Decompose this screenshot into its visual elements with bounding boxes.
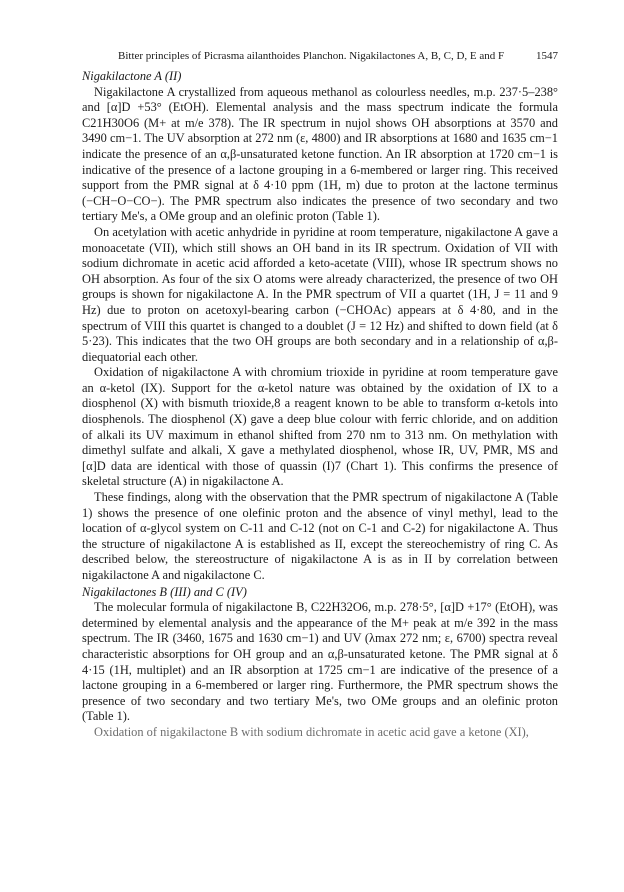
paragraph: On acetylation with acetic anhydride in pyridine at room temperature, nigakilactone A gave a monoacetate (VII), which still shows an OH band in its IR spectrum. Oxidation of VII with sodium dichromate in acetic acid afforded a keto-acetate (VIII), whose IR spectrum shows no OH absorption. As four of the six O atoms were already characterized, the presence of two OH groups is shown for nigakilactone A. In the PMR spectrum of VII a quartet (1H, J = 11 and 9 Hz) due to proton on acetoxyl-bearing carbon (−CHOAc) appears at δ 4·80, and in the spectrum of VIII this quartet is changed to a doublet (J = 12 Hz) and shifted to down field (at δ 5·23). This indicates that the two OH groups are both secondary and in a relationship of α,β-diequatorial each other.	[82, 224, 558, 364]
running-header	[118, 49, 558, 63]
section-heading: Nigakilactones B (III) and C (IV)	[82, 584, 247, 599]
paragraph: Oxidation of nigakilactone B with sodium dichromate in acetic acid gave a ketone (XI),	[94, 724, 529, 739]
paragraph: These findings, along with the observation that the PMR spectrum of nigakilactone A (Table 1) shows the presence of one olefinic proton and the absence of vinyl methyl, lead to the location of α-glycol system on C-11 and C-12 (not on C-1 and C-2) for nigakilactone A. Thus the structure of nigakilactone A is established as II, except the stereochemistry of ring C. As described below, the stereostructure of nigakilactone A is as in II by correlation between nigakilactone A and nigakilactone C.	[82, 490, 558, 582]
article-body	[82, 68, 558, 741]
paragraph: Oxidation of nigakilactone A with chromium trioxide in pyridine at room temperature gave an α-ketol (IX). Support for the α-ketol nature was obtained by the oxidation of IX to a diosphenol (X) with bismuth trioxide,8 a reagent known to be able to transform α-ketols into diosphenols. The diosphenol (X) gave a deep blue colour with ferric chloride, and on addition of alkali its UV maximum in ethanol shifted from 270 nm to 313 nm. On methylation with dimethyl sulfate and alkali, X gave a methylated diosphenol, whose IR, UV, PMR, MS and [α]D data are identical with those of quassin (I)7 (Chart 1). This confirms the presence of skeletal structure (A) in nigakilactone A.	[82, 365, 558, 489]
page-number: 1547	[536, 50, 558, 62]
section-heading: Nigakilactone A (II)	[82, 69, 182, 83]
paragraph: Nigakilactone A crystallized from aqueous methanol as colourless needles, m.p. 237·5–238° and [α]D +53° (EtOH). Elemental analysis and the mass spectrum indicate the formula C21H30O6 (M+ at m/e 378). The IR spectrum in nujol shows OH absorptions at 3570 and 3490 cm−1. The UV absorption at 272 nm (ε, 4800) and IR absorptions at 1680 and 1635 cm−1 indicate the presence of an α,β-unsaturated ketone function. An IR absorption at 1720 cm−1 is indicative of the presence of a lactone grouping in a 6-membered or larger ring. This received support from the PMR signal at δ 4·10 ppm (1H, m) due to proton at the lactone terminus (−CH−O−CO−). The PMR spectrum also indicates the presence of two secondary and two tertiary Me's, a OMe group and an olefinic proton (Table 1).	[82, 84, 558, 224]
running-title: Bitter principles of Picrasma ailanthoides Planchon. Nigakilactones A, B, C, D, E and F	[118, 50, 505, 62]
paragraph: The molecular formula of nigakilactone B, C22H32O6, m.p. 278·5°, [α]D +17° (EtOH), was determined by elemental analysis and the appearance of the M+ peak at m/e 392 in the mass spectrum. The IR (3460, 1675 and 1630 cm−1) and UV (λmax 272 nm; ε, 6700) spectra reveal characteristic absorptions for OH group and an α,β-unsaturated ketone. The PMR signal at δ 4·15 (1H, multiplet) and an IR absorption at 1725 cm−1 are indicative of the presence of a lactone grouping in a 6-membered or larger ring. Furthermore, the PMR spectrum shows the presence of two secondary and two tertiary Me's, two OMe groups and an olefinic proton (Table 1).	[82, 600, 558, 724]
